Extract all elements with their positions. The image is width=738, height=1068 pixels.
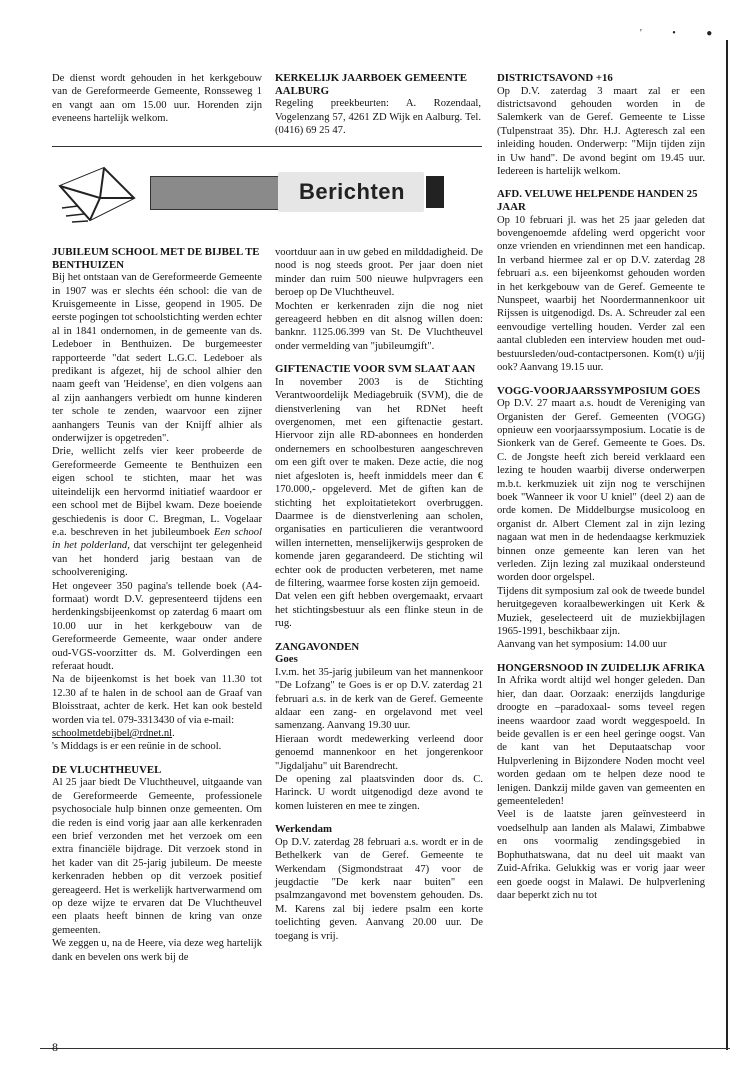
zangavonden-paragraph-1: I.v.m. het 35-jarig jubileum van het mannenkoor "De Lofzang" te Goes is er op D.V. zaterdag 21 februari a.s. in de kerk van de Geref. Gemeente aldaar een zang- en orgelavond met veel samenzang. Aanvang 19.30 uur.: [275, 666, 483, 732]
jubileum-paragraph-1: Bij het ontstaan van de Gereformeerde Gemeente in 1907 was er slechts één school: die van de Kruisgemeente in Lisse, geopend in 1905. De eerste pogingen tot schoolstichting werden echter al in 1841 ondernomen, in de gemeente van ds. Ledeboer in Benthuizen. De burgemeester rapporteerde "dat sedert L.G.C. Ledeboer als predikant is afgezet, hij de school alhier den naam geeft van 'Heidense', en dien volgens aan al zijn aanhangers verbiedt om hunne kinderen ter schole te zenden, waarvoor een zijner aanhangers Teunis van der Knijff alhier als onderwijzer is opgetreden".: [52, 272, 262, 445]
vogg-paragraph-1: Op D.V. 27 maart a.s. houdt de Vereniging van Organisten der Geref. Gemeenten (VOGG) opnieuw een voorjaarssymposium. Locatie is de Sionkerk van de Geref. Gemeente te Goes. Ds. C. de Jongste heeft zich bereid verklaard een lezing te houden waarbij diverse onderwerpen m.b.t. kerkmuziek uit zijn nog te verschijnen boek "Wanneer ik voor U kniel" (deel 2) aan de orde komen. De Middelburgse musicoloog en organist dr. Albert Clement zal in zijn lezing nagaan wat men in de hedendaagse kerkmuziek binnen onze gemeente kan leren van het verleden. Zijn lezing zal muzikaal ondersteund worden door orgelspel.: [497, 398, 705, 584]
districtsavond-paragraph: Op D.V. zaterdag 3 maart zal er een districtsavond gehouden worden in de Salemkerk van de Geref. Gemeente te Lisse (Tulpenstraat 35). Dhr. H.J. Agteresch zal een inleiding houden. Onderwerp: "Mijn tijden zijn in Uw hand". De avond begint om 19.45 uur. Iedereen is hartelijk welkom.: [497, 85, 705, 178]
jubileum-paragraph-2: Drie, wellicht zelfs vier keer probeerde de Gereformeerde Gemeente te Benthuizen een eigen school te stichten, maar het was uiteindelijk een hervormd initiatief waardoor er een school met de Bijbel kwam. Deze boeiende geschiedenis is door C. Bregman, L. Vogelaar e.a. beschreven in het jubileumboek Een school in het polderland, dat verschijnt ter gelegenheid van het honderd jarig bestaan van de schoolvereniging.: [52, 446, 263, 579]
jubileum-paragraph-3: Het ongeveer 350 pagina's tellende boek (A4-formaat) wordt D.V. gepresenteerd tijdens een herdenkingsbijeenkomst op zaterdag 6 maart om 10.00 uur in het kerkgebouw van de Gereformeerde Gemeente, waar onder andere oud-VGS-voorzitter ds. M. Golverdingen een referaat houdt.: [52, 580, 262, 672]
vogg-paragraph-3: Aanvang van het symposium: 14.00 uur: [497, 639, 667, 651]
jubileum-email[interactable]: schoolmetdebijbel@rdnet.nl: [52, 728, 173, 739]
veluwe-paragraph: Op 10 februari jl. was het 25 jaar geleden dat bovengenoemde afdeling werd opgericht voor onze vrienden en vriendinnen met een handicap. In verband hiermee zal er op D.V. zaterdag 28 februari a.s. een bijeenkomst gehouden worden in het kerkgebouw van de Geref. Gemeente te Nunspeet, waarbij het Noordermannenkoor uit Rijssen is uitgenodigd. Ds. A. Schreuder zal een eenvoudige vertelling houden. Verder zal een aantal clubleden een interview houden met oud-bestuursleden/oud-contactpersonen. Kom(t) u/jij ook? Aanvang 19.15 uur.: [497, 214, 705, 374]
jubileum-book-title: Een school in het polderland,: [52, 526, 263, 552]
header-col1: [52, 72, 262, 126]
jubileum-paragraph-4: Na de bijeenkomst is het boek van 11.30 tot 12.30 af te halen in de school aan de Graaf van Bloisstraat, achter de kerk. Het kan ook besteld worden via tel. 079-3313430 of via e-mail:: [52, 674, 262, 726]
zangavonden-paragraph-4: Op D.V. zaterdag 28 februari a.s. wordt er in de Bethelkerk van de Geref. Gemeente te Werkendam (Sigmondstraat 47) voor de jeugdactie "De kerk naar buiten" een psalmzangavond met bovenstem gehouden. Ds. M. Karens zal bij iedere psalm een korte toelichting geven. Aanvang 20.00 uur. De toegang is vrij.: [275, 836, 483, 942]
zangavonden-goes-subtitle: Goes: [275, 653, 298, 666]
jaarboek-title: KERKELIJK JAARBOEK GEMEENTE AALBURG: [275, 72, 467, 97]
header-col2: [275, 72, 481, 137]
hongersnood-paragraph-1: In Afrika wordt altijd wel honger geleden. Dan hier, dan daar. Oorzaak: enerzijds langdurige droogte en –paradoxaal- soms teveel regen ineens waardoor zaad wordt weggespoeld. In beide gevallen is er een heel geringe oogst. Van de kant van het Deputaatschap voor Hulpverlening in Bijzondere Noden mocht veel worden gedaan om te helpen deze nood te lenigen. Dankzij milde gaven van gemeenten en gemeenteleden!: [497, 675, 705, 808]
giftenactie-paragraph-2: Dat velen een gift hebben overgemaakt, ervaart het stichtingsbestuur als een flinke steun in de rug.: [275, 591, 483, 630]
jaarboek-text: Regeling preekbeurten: A. Rozendaal, Vogelenzang 57, 4261 ZD Wijk en Aalburg. Tel. (0416) 69 25 47.: [275, 98, 481, 136]
jubileum-paragraph-5: 's Middags is er een reünie in de school.: [52, 741, 222, 753]
column-3: [497, 72, 705, 902]
zangavonden-title: ZANGAVONDEN: [275, 640, 360, 653]
hongersnood-title: HONGERSNOOD IN ZUIDELIJK AFRIKA: [497, 661, 705, 674]
hongersnood-paragraph-2: Veel is de laatste jaren geïnvesteerd in voedselhulp aan landen als Malawi, Zimbabwe en ons voormalig zendingsgebied in Bophuthatswana, dat nu deel uit maakt van Zuid-Afrika. Gelukkig was er vorig jaar weer een goede oogst in Malawi. De hulpverlening daar beperkt zich nu tot: [497, 809, 705, 901]
giftenactie-paragraph-1: In november 2003 is de Stichting Verantwoordelijk Mediagebruik (SVM), die de dienstverlening van het RDNet heeft overgenomen, met een giftenactie gestart. Hiervoor zijn alle RD-abonnees en honderden ondernemers en schoolbesturen aangeschreven om een gift over te maken. Deze actie, die nog niet afgesloten is, heeft inmiddels meer dan € 170.000,- opgeleverd. Met de giften kan de stichting het exploitatietekort overbruggen. Daarmee is de dienstverlening aan scholen, organisaties en particulieren die verantwoord willen internetten, menselijkerwijs gesproken de komende jaren gegarandeerd. De stichting wil echter ook de producten verbeteren, met name de filtering, waarmee forse kosten zijn gemoeid.: [275, 376, 483, 589]
vluchtheuvel-title: DE VLUCHTHEUVEL: [52, 763, 162, 776]
jubileum-email-line: schoolmetdebijbel@rdnet.nl.: [52, 728, 175, 739]
bottom-rule: [40, 1048, 730, 1049]
vogg-title: VOGG-VOORJAARSSYMPOSIUM GOES: [497, 384, 701, 397]
veluwe-title: AFD. VELUWE HELPENDE HANDEN 25 JAAR: [497, 188, 698, 214]
scan-specks: ' • ●: [640, 28, 727, 39]
vluchtheuvel-continued: voortduur aan in uw gebed en milddadigheid. De nood is nog steeds groot. Per jaar doen niet minder dan ruim 500 nieuwe hulpvragers een beroep op De Vluchtheuvel.: [275, 247, 483, 299]
jubileum-title: JUBILEUM SCHOOL MET DE BIJBEL TE BENTHUIZEN: [52, 246, 260, 271]
vluchtheuvel-paragraph-3: Mochten er kerkenraden zijn die nog niet gereageerd hebben en dit alsnog willen doen: banknr. 1125.06.399 van St. De Vluchtheuvel onder vermelding van "jubileumgift".: [275, 300, 483, 352]
zangavonden-paragraph-3: De opening zal plaatsvinden door ds. C. Harinck. U wordt uitgenodigd deze avond te komen luisteren en mee te zingen.: [275, 774, 483, 812]
banner-title: Berichten: [299, 179, 405, 204]
giftenactie-title: GIFTENACTIE VOOR SVM SLAAT AAN: [275, 363, 476, 376]
header-rule: [52, 146, 482, 147]
header-service-text: De dienst wordt gehouden in het kerkgebouw van de Gereformeerde Gemeente, Ronsseweg 1 en vangt aan om 15.00 uur. Horenden zijn eveneens hartelijk welkom.: [52, 73, 262, 125]
envelope-icon: [52, 164, 152, 226]
column-2: [275, 246, 483, 943]
zangavonden-werkendam-subtitle: Werkendam: [275, 823, 332, 836]
page-number: 8: [52, 1040, 58, 1054]
scan-edge-line: [726, 40, 728, 1050]
districtsavond-title: DISTRICTSAVOND +16: [497, 72, 613, 84]
zangavonden-paragraph-2: Hieraan wordt medewerking verleend door genoemd mannenkoor en het jongerenkoor "Jigdaljahu" uit Barendrecht.: [275, 733, 483, 772]
vluchtheuvel-paragraph-1: Al 25 jaar biedt De Vluchtheuvel, uitgaande van de Gereformeerde Gemeente, professionele psychosociale hulp binnen onze gemeenten. Om die reden is eind vorig jaar aan alle kerkenraden een brief verzonden met het verzoek om een extra financiële bijdrage. Dit verzoek stond in het kader van dit 25-jarig jubileum. De meeste kerkenraden hebben op dit verzoek positief gereageerd. Het is werkelijk hartverwarmend om op deze wijze te ervaren dat De Vluchtheuvel een plaats heeft binnen de kring van onze gemeenten.: [52, 777, 262, 936]
vluchtheuvel-paragraph-2: We zeggen u, na de Heere, via deze weg hartelijk dank en bevelen ons werk bij de: [52, 938, 262, 963]
column-1: [52, 246, 262, 964]
vogg-paragraph-2: Tijdens dit symposium zal ook de tweede bundel heruitgegeven koraalbewerkingen uit Kerk & Muziek, geselecteerd uit de muziekbijlagen 1965-1991, beschikbaar zijn.: [497, 585, 705, 637]
banner-square: [426, 176, 444, 208]
